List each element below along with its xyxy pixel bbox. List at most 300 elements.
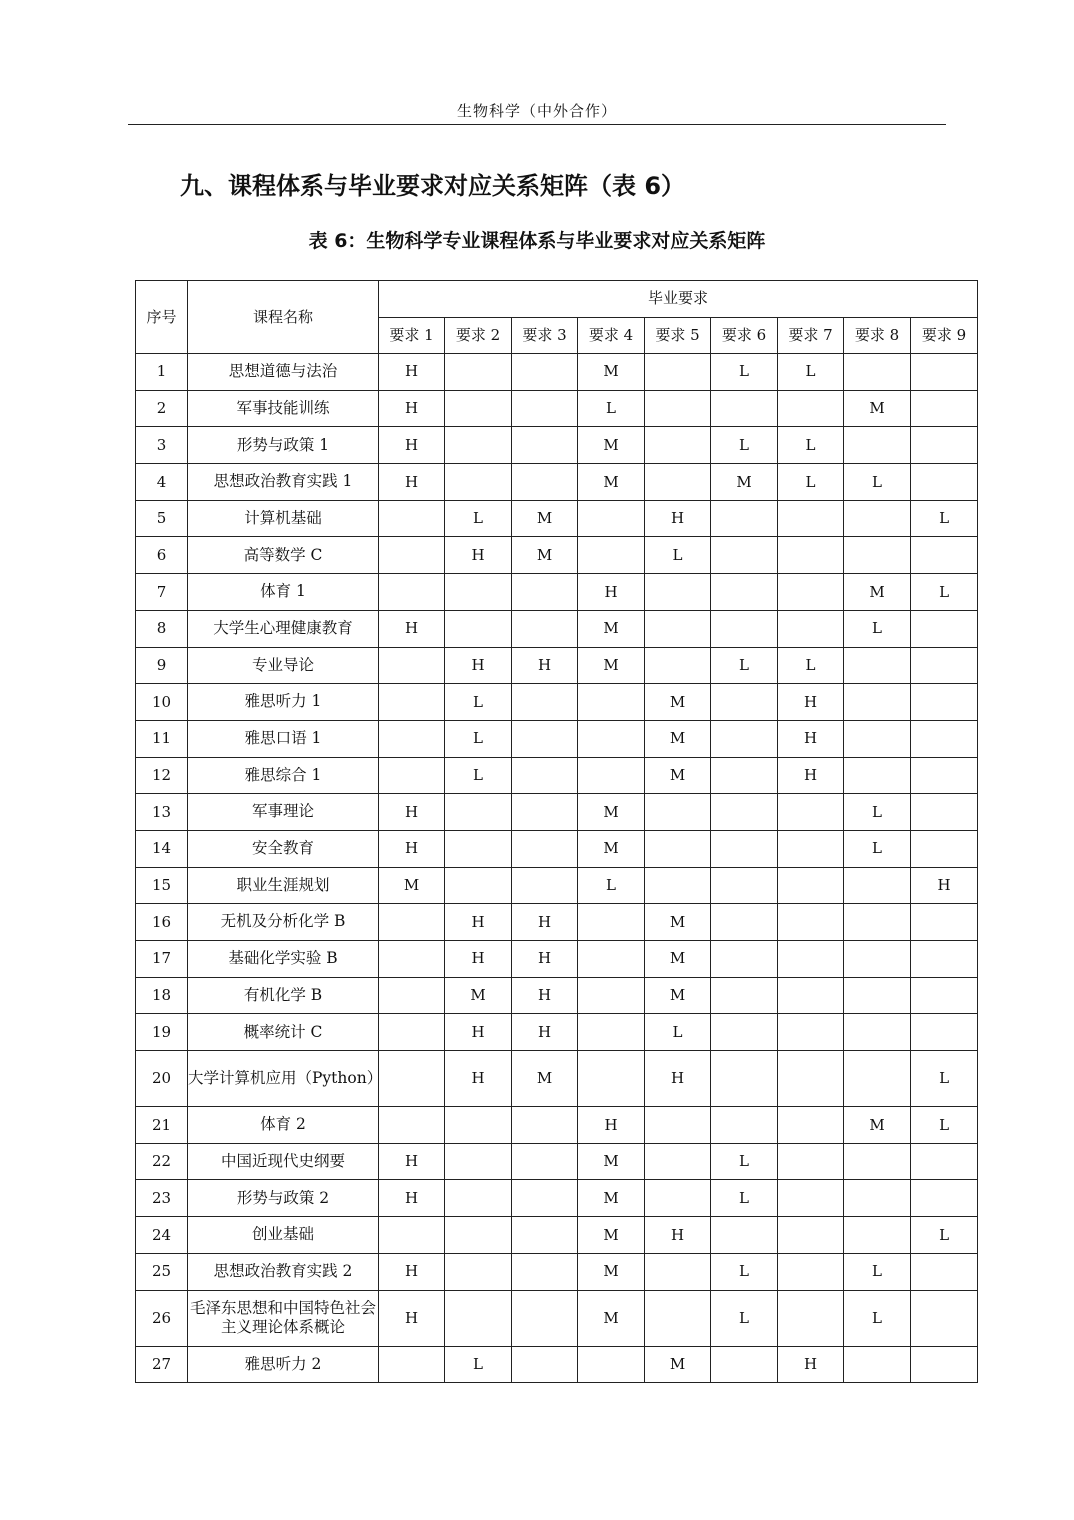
requirement-level-cell: [911, 464, 978, 501]
requirement-level-cell: H: [512, 977, 578, 1014]
requirement-level-cell: [512, 1346, 578, 1383]
requirement-level-cell: [844, 684, 911, 721]
requirement-level-cell: [778, 1217, 844, 1254]
requirement-level-cell: L: [911, 1051, 978, 1107]
requirement-level-cell: [711, 1346, 778, 1383]
requirement-level-cell: [844, 1051, 911, 1107]
requirement-level-cell: [711, 867, 778, 904]
requirement-level-cell: [844, 720, 911, 757]
requirement-level-cell: M: [645, 720, 711, 757]
requirement-level-cell: [778, 1051, 844, 1107]
requirement-level-cell: [645, 610, 711, 647]
table-row: [136, 1253, 978, 1290]
row-index: 14: [136, 830, 188, 867]
requirement-level-cell: [445, 390, 512, 427]
requirement-level-cell: H: [379, 1180, 445, 1217]
requirement-level-cell: [379, 941, 445, 978]
requirement-level-cell: L: [844, 1290, 911, 1346]
section-heading: 九、课程体系与毕业要求对应关系矩阵（表 6）: [180, 172, 686, 200]
course-name: 体育 2: [188, 1107, 379, 1144]
row-index: 19: [136, 1014, 188, 1051]
row-index: 5: [136, 500, 188, 537]
requirement-level-cell: L: [445, 720, 512, 757]
course-name: 雅思听力 1: [188, 684, 379, 721]
requirement-level-cell: M: [645, 977, 711, 1014]
requirement-level-cell: M: [844, 1107, 911, 1144]
requirement-level-cell: [578, 1051, 645, 1107]
requirement-level-cell: M: [445, 977, 512, 1014]
requirement-level-cell: H: [379, 464, 445, 501]
table-row: [136, 610, 978, 647]
requirement-level-cell: M: [844, 574, 911, 611]
requirement-level-cell: L: [844, 830, 911, 867]
requirement-level-cell: [711, 904, 778, 941]
course-name: 军事理论: [188, 794, 379, 831]
course-name: 无机及分析化学 B: [188, 904, 379, 941]
course-name: 职业生涯规划: [188, 867, 379, 904]
row-index: 20: [136, 1051, 188, 1107]
requirement-level-cell: [778, 867, 844, 904]
requirement-level-cell: [512, 794, 578, 831]
requirement-level-cell: [379, 720, 445, 757]
requirement-level-cell: [711, 1014, 778, 1051]
course-name: 专业导论: [188, 647, 379, 684]
col-header-requirement-1: 要求 1: [379, 317, 445, 354]
requirement-level-cell: H: [379, 1253, 445, 1290]
col-header-index: 序号: [136, 281, 188, 354]
table-row: [136, 537, 978, 574]
requirement-level-cell: [778, 1180, 844, 1217]
requirement-level-cell: [445, 867, 512, 904]
requirement-level-cell: [578, 1346, 645, 1383]
row-index: 7: [136, 574, 188, 611]
col-header-requirement-6: 要求 6: [711, 317, 778, 354]
requirement-level-cell: H: [445, 1014, 512, 1051]
course-name: 概率统计 C: [188, 1014, 379, 1051]
col-header-requirement-8: 要求 8: [844, 317, 911, 354]
requirement-level-cell: M: [645, 941, 711, 978]
requirement-level-cell: M: [578, 830, 645, 867]
requirement-level-cell: [711, 1051, 778, 1107]
requirement-level-cell: L: [911, 1107, 978, 1144]
row-index: 24: [136, 1217, 188, 1254]
requirement-level-cell: [911, 720, 978, 757]
requirement-level-cell: [645, 1107, 711, 1144]
requirement-level-cell: [778, 500, 844, 537]
table-row: [136, 684, 978, 721]
requirement-level-cell: H: [645, 1051, 711, 1107]
requirement-level-cell: H: [379, 1290, 445, 1346]
requirement-level-cell: [778, 537, 844, 574]
requirement-level-cell: L: [711, 1143, 778, 1180]
requirement-level-cell: [445, 1180, 512, 1217]
requirement-level-cell: M: [578, 1253, 645, 1290]
course-name: 大学计算机应用（Python）: [188, 1051, 379, 1107]
requirement-level-cell: [512, 867, 578, 904]
requirement-level-cell: L: [911, 1217, 978, 1254]
requirement-level-cell: M: [645, 684, 711, 721]
row-index: 4: [136, 464, 188, 501]
requirement-level-cell: [711, 941, 778, 978]
requirement-level-cell: H: [445, 647, 512, 684]
requirement-level-cell: [645, 574, 711, 611]
requirement-level-cell: [512, 757, 578, 794]
requirement-level-cell: [578, 500, 645, 537]
requirement-level-cell: L: [844, 610, 911, 647]
table-row: [136, 427, 978, 464]
requirement-level-cell: [512, 574, 578, 611]
requirement-level-cell: L: [711, 1180, 778, 1217]
table-row: [136, 574, 978, 611]
requirement-level-cell: [911, 1180, 978, 1217]
table-row: [136, 354, 978, 391]
table-row: [136, 390, 978, 427]
requirement-level-cell: [512, 1180, 578, 1217]
row-index: 17: [136, 941, 188, 978]
row-index: 6: [136, 537, 188, 574]
requirement-level-cell: [512, 1217, 578, 1254]
requirement-level-cell: [379, 1107, 445, 1144]
requirement-level-cell: M: [711, 464, 778, 501]
matrix-body: [136, 354, 978, 1383]
table-row: [136, 867, 978, 904]
requirement-level-cell: [711, 390, 778, 427]
requirement-level-cell: H: [645, 500, 711, 537]
row-index: 22: [136, 1143, 188, 1180]
table-row: [136, 1143, 978, 1180]
requirement-level-cell: M: [645, 757, 711, 794]
course-name: 安全教育: [188, 830, 379, 867]
requirement-level-cell: [512, 1143, 578, 1180]
row-index: 13: [136, 794, 188, 831]
requirement-level-cell: [844, 647, 911, 684]
requirement-level-cell: L: [578, 867, 645, 904]
requirement-level-cell: [512, 830, 578, 867]
requirement-level-cell: [445, 610, 512, 647]
course-name: 计算机基础: [188, 500, 379, 537]
table-row: [136, 977, 978, 1014]
requirement-level-cell: [911, 647, 978, 684]
requirement-level-cell: H: [445, 1051, 512, 1107]
course-name: 毛泽东思想和中国特色社会主义理论体系概论: [188, 1290, 379, 1346]
requirement-level-cell: M: [844, 390, 911, 427]
requirement-level-cell: [512, 1107, 578, 1144]
requirement-level-cell: [578, 684, 645, 721]
requirement-level-cell: [512, 1253, 578, 1290]
requirement-level-cell: [911, 537, 978, 574]
requirement-level-cell: [512, 720, 578, 757]
requirement-level-cell: [445, 794, 512, 831]
table-row: [136, 1107, 978, 1144]
row-index: 16: [136, 904, 188, 941]
requirement-level-cell: H: [778, 1346, 844, 1383]
table-row: [136, 830, 978, 867]
requirement-level-cell: [711, 574, 778, 611]
requirement-level-cell: [645, 354, 711, 391]
requirement-level-cell: [778, 1107, 844, 1144]
table-row: [136, 794, 978, 831]
requirement-level-cell: [778, 1253, 844, 1290]
requirement-level-cell: H: [778, 720, 844, 757]
col-header-requirement-2: 要求 2: [445, 317, 512, 354]
requirement-level-cell: H: [445, 904, 512, 941]
requirement-level-cell: [645, 1180, 711, 1217]
col-header-graduation-requirements: 毕业要求: [379, 281, 978, 318]
row-index: 8: [136, 610, 188, 647]
requirement-level-cell: L: [844, 464, 911, 501]
row-index: 25: [136, 1253, 188, 1290]
requirement-level-cell: [911, 684, 978, 721]
requirement-level-cell: M: [512, 537, 578, 574]
table-row: [136, 941, 978, 978]
requirement-level-cell: H: [645, 1217, 711, 1254]
requirement-level-cell: [711, 610, 778, 647]
requirement-level-cell: H: [778, 757, 844, 794]
requirement-level-cell: [645, 647, 711, 684]
col-header-requirement-9: 要求 9: [911, 317, 978, 354]
requirement-level-cell: [445, 1217, 512, 1254]
requirement-level-cell: [379, 1346, 445, 1383]
requirement-level-cell: [512, 610, 578, 647]
requirement-level-cell: [445, 1253, 512, 1290]
requirement-level-cell: [645, 1143, 711, 1180]
requirement-level-cell: M: [512, 500, 578, 537]
requirement-level-cell: [379, 904, 445, 941]
requirement-level-cell: M: [645, 904, 711, 941]
course-name: 思想政治教育实践 1: [188, 464, 379, 501]
requirement-level-cell: [911, 354, 978, 391]
requirement-level-cell: [778, 1014, 844, 1051]
requirement-level-cell: [645, 794, 711, 831]
requirement-level-cell: [645, 867, 711, 904]
row-index: 26: [136, 1290, 188, 1346]
requirement-level-cell: [379, 757, 445, 794]
requirement-level-cell: M: [578, 427, 645, 464]
requirement-level-cell: [711, 977, 778, 1014]
requirement-level-cell: [778, 390, 844, 427]
requirement-level-cell: L: [445, 684, 512, 721]
requirement-level-cell: H: [911, 867, 978, 904]
requirement-level-cell: [645, 830, 711, 867]
requirement-level-cell: [778, 977, 844, 1014]
requirement-level-cell: [445, 354, 512, 391]
requirement-level-cell: [844, 977, 911, 1014]
requirement-level-cell: L: [778, 464, 844, 501]
requirement-level-cell: L: [844, 794, 911, 831]
table-row: [136, 464, 978, 501]
requirement-level-cell: [844, 427, 911, 464]
table-row: [136, 1014, 978, 1051]
requirement-level-cell: H: [578, 574, 645, 611]
requirement-level-cell: [512, 427, 578, 464]
requirement-level-cell: [578, 720, 645, 757]
requirement-level-cell: [578, 977, 645, 1014]
course-name: 形势与政策 1: [188, 427, 379, 464]
row-index: 18: [136, 977, 188, 1014]
requirement-level-cell: H: [379, 390, 445, 427]
requirement-level-cell: [445, 464, 512, 501]
requirement-level-cell: M: [578, 464, 645, 501]
row-index: 1: [136, 354, 188, 391]
requirement-level-cell: [711, 830, 778, 867]
requirement-level-cell: L: [844, 1253, 911, 1290]
requirement-level-cell: [379, 1217, 445, 1254]
requirement-level-cell: [844, 354, 911, 391]
requirement-level-cell: H: [445, 941, 512, 978]
requirement-level-cell: M: [578, 794, 645, 831]
requirement-level-cell: [512, 390, 578, 427]
course-name: 思想道德与法治: [188, 354, 379, 391]
course-name: 基础化学实验 B: [188, 941, 379, 978]
table-row: [136, 647, 978, 684]
requirement-level-cell: [645, 1290, 711, 1346]
requirement-level-cell: L: [578, 390, 645, 427]
requirement-level-cell: [645, 1253, 711, 1290]
requirement-level-cell: [844, 1217, 911, 1254]
requirement-level-cell: [711, 684, 778, 721]
requirement-level-cell: [711, 500, 778, 537]
requirement-level-cell: [778, 794, 844, 831]
running-header: 生物科学（中外合作）: [456, 102, 617, 120]
requirement-level-cell: H: [778, 684, 844, 721]
requirement-level-cell: M: [578, 647, 645, 684]
requirement-level-cell: [844, 941, 911, 978]
requirement-level-cell: [379, 647, 445, 684]
requirement-level-cell: [379, 1051, 445, 1107]
requirement-level-cell: [445, 830, 512, 867]
requirement-level-cell: [379, 1014, 445, 1051]
table-row: [136, 904, 978, 941]
requirement-level-cell: L: [445, 500, 512, 537]
requirement-level-cell: H: [512, 1014, 578, 1051]
requirement-level-cell: [911, 830, 978, 867]
requirement-level-cell: [911, 1290, 978, 1346]
table-row: [136, 1290, 978, 1346]
course-name: 高等数学 C: [188, 537, 379, 574]
row-index: 11: [136, 720, 188, 757]
course-name: 创业基础: [188, 1217, 379, 1254]
course-name: 形势与政策 2: [188, 1180, 379, 1217]
requirement-level-cell: [512, 464, 578, 501]
requirement-level-cell: H: [379, 1143, 445, 1180]
col-header-requirement-3: 要求 3: [512, 317, 578, 354]
requirement-level-cell: L: [911, 574, 978, 611]
row-index: 3: [136, 427, 188, 464]
table-row: [136, 1180, 978, 1217]
requirement-level-cell: [578, 941, 645, 978]
course-name: 中国近现代史纲要: [188, 1143, 379, 1180]
requirement-level-cell: M: [512, 1051, 578, 1107]
requirement-level-cell: H: [512, 941, 578, 978]
requirement-level-cell: [379, 684, 445, 721]
requirement-level-cell: [844, 537, 911, 574]
requirement-level-cell: [844, 1180, 911, 1217]
requirement-level-cell: L: [711, 1290, 778, 1346]
requirement-level-cell: [645, 427, 711, 464]
requirement-level-cell: [512, 684, 578, 721]
table-row: [136, 1346, 978, 1383]
course-name: 军事技能训练: [188, 390, 379, 427]
requirement-level-cell: [778, 1290, 844, 1346]
requirement-level-cell: H: [379, 830, 445, 867]
requirement-level-cell: [911, 1253, 978, 1290]
requirement-level-cell: [711, 537, 778, 574]
row-index: 27: [136, 1346, 188, 1383]
requirement-level-cell: [911, 977, 978, 1014]
requirement-level-cell: L: [711, 647, 778, 684]
requirement-level-cell: H: [379, 610, 445, 647]
requirement-level-cell: [844, 867, 911, 904]
requirement-level-cell: [711, 1107, 778, 1144]
requirement-level-cell: [445, 574, 512, 611]
table-caption: 表 6：生物科学专业课程体系与毕业要求对应关系矩阵: [308, 230, 766, 252]
requirement-level-cell: [778, 941, 844, 978]
requirement-level-cell: [911, 427, 978, 464]
requirement-level-cell: [645, 390, 711, 427]
requirement-level-cell: L: [778, 354, 844, 391]
table-row: [136, 757, 978, 794]
requirement-level-cell: [711, 794, 778, 831]
requirement-level-cell: [711, 1217, 778, 1254]
requirement-level-cell: H: [512, 647, 578, 684]
requirement-level-cell: M: [645, 1346, 711, 1383]
requirement-level-cell: [711, 720, 778, 757]
requirement-level-cell: [645, 464, 711, 501]
requirement-level-cell: [379, 500, 445, 537]
requirement-level-cell: [445, 1143, 512, 1180]
requirement-level-cell: [844, 904, 911, 941]
row-index: 15: [136, 867, 188, 904]
requirement-level-cell: [844, 500, 911, 537]
requirement-level-cell: [911, 1014, 978, 1051]
header-rule: [128, 124, 946, 125]
header-row-top: [136, 281, 978, 318]
col-header-course: 课程名称: [188, 281, 379, 354]
col-header-requirement-5: 要求 5: [645, 317, 711, 354]
requirement-level-cell: H: [512, 904, 578, 941]
requirement-level-cell: [844, 1014, 911, 1051]
requirement-level-cell: L: [711, 427, 778, 464]
requirement-level-cell: M: [578, 1217, 645, 1254]
course-name: 雅思口语 1: [188, 720, 379, 757]
table-row: [136, 1217, 978, 1254]
course-name: 有机化学 B: [188, 977, 379, 1014]
requirement-level-cell: H: [379, 427, 445, 464]
requirement-level-cell: L: [778, 427, 844, 464]
requirement-level-cell: M: [578, 1180, 645, 1217]
requirement-level-cell: [911, 610, 978, 647]
row-index: 10: [136, 684, 188, 721]
requirement-level-cell: [379, 574, 445, 611]
requirement-level-cell: [778, 574, 844, 611]
requirement-level-cell: L: [711, 354, 778, 391]
row-index: 9: [136, 647, 188, 684]
requirement-level-cell: [445, 1107, 512, 1144]
table-row: [136, 720, 978, 757]
requirement-level-cell: L: [711, 1253, 778, 1290]
table-row: [136, 500, 978, 537]
requirement-level-cell: [778, 904, 844, 941]
requirement-level-cell: [778, 830, 844, 867]
requirement-level-cell: L: [645, 1014, 711, 1051]
requirement-level-cell: [578, 757, 645, 794]
requirement-level-cell: [911, 1346, 978, 1383]
requirement-level-cell: [578, 537, 645, 574]
row-index: 12: [136, 757, 188, 794]
row-index: 2: [136, 390, 188, 427]
requirement-level-cell: M: [578, 1143, 645, 1180]
requirement-level-cell: L: [911, 500, 978, 537]
